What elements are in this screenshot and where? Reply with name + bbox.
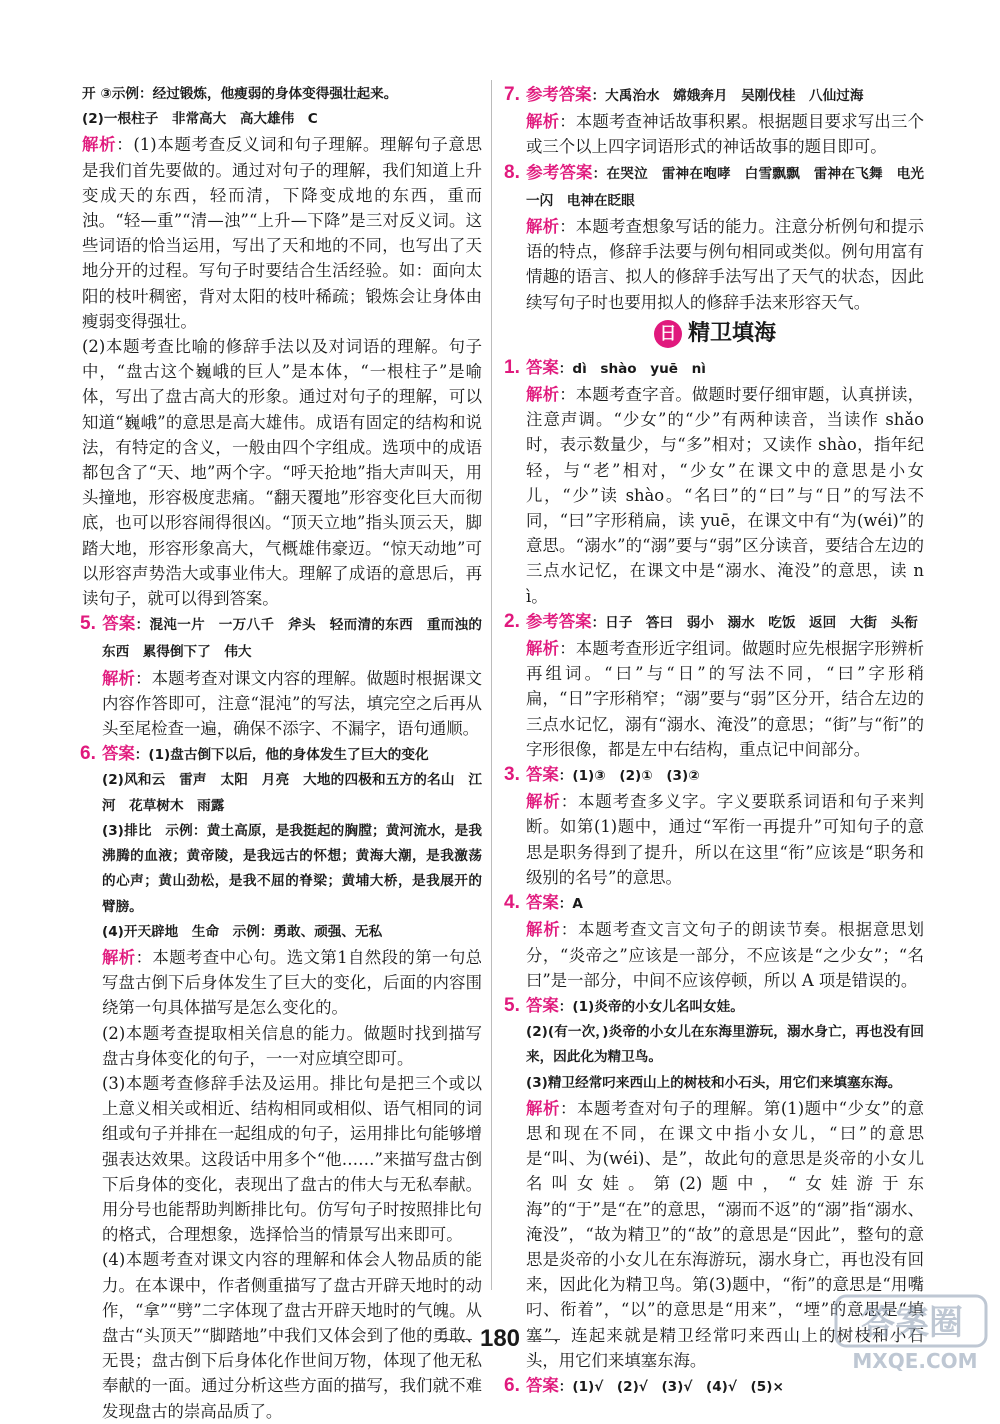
- answer-text: ：大禹治水 嫦娥奔月 吴刚伐桂 八仙过海: [591, 88, 864, 104]
- analysis-label: 解析: [526, 920, 561, 940]
- analysis-label: 解析: [526, 792, 561, 812]
- section-title-text: 精卫填海: [687, 321, 776, 347]
- question-number: 7.: [504, 84, 520, 105]
- question-2-analysis: [506, 636, 924, 762]
- analysis-label: 解析: [102, 947, 136, 967]
- question-6-answer: [82, 741, 482, 768]
- reference-answer-label: 参考答案: [526, 85, 592, 104]
- analysis-text: ：本题考查文言文句子的朗读节奏。根据意思划分，“炎帝之”应该是一部分，不应该是“之少女”；“名曰”是一部分，中间不应该停顿，所以 A 项是错误的。: [526, 920, 925, 990]
- answer-line: (2)风和云 雷声 太阳 月亮 大地的四极和五方的名山 江河 花草树木 雨露: [102, 772, 482, 814]
- answer-label: 答案: [102, 744, 135, 764]
- question-number: 2.: [504, 610, 520, 632]
- question-3-analysis: [506, 789, 924, 890]
- analysis-label: 解析: [526, 639, 560, 659]
- question-4-answer: [506, 890, 924, 917]
- analysis-paragraph: (3)本题考查修辞手法及运用。排比句是把三个或以上意义相关或相近、结构相同或相似、语气相同的词组或句子并排在一起组成的句子，运用排比句能够增强表达效果。这段话中用多个“他……”来描写盘古倒下后身体的变化，表现出了盘古的伟大与无私奉献。用分号也能帮助判断排比句。仿写句子时按照排比句的格式，合理想象，选择恰当的情景写出来即可。: [102, 1073, 482, 1245]
- analysis-paragraph: [82, 132, 482, 334]
- left-column: [82, 82, 482, 1424]
- analysis-text: ：本题考查形近字组词。做题时应先根据字形辨析再组词。“曰”与“日”的写法不同，“曰”字形稍扁，“日”字形稍窄；“溺”要与“弱”区分开，结合左边的三点水记忆，溺有“溺水、淹没”的意思；“街”与“衔”的字形很像，都是左中右结构，重点记中间部分。: [526, 639, 925, 759]
- question-8-analysis: [506, 214, 924, 315]
- question-4-analysis: [506, 917, 924, 993]
- question-5-answer: [82, 611, 482, 665]
- analysis-text: ：本题考查想象写话的能力。注意分析例句和提示语的特点，修辞手法要与例句相同或类似。例句用富有情趣的语言、拟人的修辞手法写出了天气的状态，因此续写句子时也要用拟人的修辞手法来形容天气。: [526, 217, 925, 312]
- analysis-label: 解析: [82, 135, 117, 155]
- question-7-answer: [506, 82, 924, 109]
- answer-label: 答案: [526, 893, 559, 913]
- right-column: [506, 82, 924, 1400]
- watermark-url: MXQE.COM: [852, 1349, 978, 1373]
- answer-text: ：在哭泣 雷神在咆哮 白雪飘飘 雷神在飞舞 电光一闪 电神在眨眼: [526, 165, 925, 209]
- answer-label: 答案: [526, 1375, 559, 1395]
- question-number: 6.: [504, 1374, 520, 1396]
- question-1-analysis: [506, 382, 924, 609]
- analysis-label: 解析: [102, 668, 136, 688]
- answer-text: ：(1)盘古倒下以后，他的身体发生了巨大的变化: [134, 747, 429, 764]
- watermark-text: 答案圈: [861, 1303, 963, 1343]
- question-number: 8.: [504, 161, 520, 183]
- analysis-label: 解析: [526, 112, 560, 132]
- question-7-analysis: [506, 109, 924, 159]
- answer-line: (3)排比 示例：黄土高原，是我挺起的胸膛；黄河流水，是我沸腾的血液；黄帝陵，是我远古的怀想；黄海大潮，是我激荡的心声；黄山劲松，是我不屈的脊梁；黄埔大桥，是我展开的臂膀。: [102, 822, 482, 915]
- question-8-answer: [506, 160, 924, 214]
- question-number: 3.: [504, 764, 520, 786]
- answer-text: ：(1)√ (2)√ (3)√ (4)√ (5)×: [558, 1378, 784, 1395]
- question-2-answer: [506, 609, 924, 636]
- analysis-label: 解析: [526, 1098, 560, 1118]
- answer-label: 答案: [102, 614, 136, 634]
- analysis-paragraph: (4)本题考查对课文内容的理解和体会人物品质的能力。在本课中，作者侧重描写了盘古开辟天地时的动作，“拿”“劈”二字体现了盘古开辟天地时的气魄。从盘古“头顶天”“脚踏地”中我们又体会到了他的勇敢、无畏；盘古倒下后身体化作世间万物，体现了他无私奉献的一面。通过分析这些方面的描写，我们就不难发现盘古的崇高品质了。: [102, 1250, 482, 1421]
- answer-line: (3)精卫经常叼来西山上的树枝和小石头，用它们来填塞东海。: [526, 1074, 902, 1091]
- answer-text: ：日子 答曰 弱小 溺水 吃饭 返回 大街 头衔: [591, 614, 918, 631]
- analysis-text: ：本题考查对句子的理解。第(1)题中“少女”的意思和现在不同，在课文中指小女儿，“曰”的意思是“叫、为(wéi)、是”，故此句的意思是炎帝的小女儿名叫女娃。第(2)题中，“女娃游于东海”的“于”是“在”的意思，“溺而不返”的“溺”指“溺水、淹没”，“故为精卫”的“故”的意思是“因此”，整句的意思是炎帝的小女儿在东海游玩，溺水身亡，再也没有回来，因此化为精卫鸟。第(3)题中，“衔”的意思是“用嘴叼、衔着”，“以”的意思是“用来”，“堙”的意思是“填塞”，连起来就是精卫经常叼来西山上的树枝和小石头，用它们来填塞东海。: [526, 1098, 924, 1370]
- question-number: 1.: [504, 356, 520, 378]
- answer-label: 答案: [526, 357, 559, 377]
- analysis-text: ：本题考查字音。做题时要仔细审题，认真拼读，注意声调。“少女”的“少”有两种读音，当读作 shǎo 时，表示数量少，与“多”相对；又读作 shào，指年纪轻，与“老”相对，“少女”在课文中的意思是小女儿，“少”读 shào。“名曰”的“曰”与“日”的写法不同，“曰”字形稍扁，读 yuē，在课文中有“为(wéi)”的意思。“溺水”的“溺”要与“弱”区分读音，要结合左边的三点水记忆，在课文中是“溺水、淹没”的意思，读 nì。: [526, 385, 925, 606]
- answer-text: ：dì shào yuē nì: [558, 360, 706, 377]
- answer-line: (2)一根柱子 非常高大 高大雄伟 C: [82, 111, 318, 128]
- answer-label: 答案: [526, 765, 559, 785]
- analysis-text: ：(1)本题考查反义词和句子理解。理解句子意思是我们首先要做的。通过对句子的理解，我们知道上升变成天的东西，轻而清，下降变成地的东西，重而浊。“轻—重”“清—浊”“上升—下降”是三对反义词。这些词语的恰当运用，写出了天和地的不同，也写出了天地分开的过程。写句子时要结合生活经验。如：面向太阳的枝叶稠密，背对太阳的枝叶稀疏；锻炼会让身体由瘦弱变得强壮。: [82, 135, 483, 331]
- question-5-answer: [506, 993, 924, 1020]
- answer-line: 开 ③示例：经过锻炼，他瘦弱的身体变得强壮起来。: [82, 86, 398, 102]
- question-number: 4.: [504, 892, 520, 914]
- answer-text: ：(1)炎帝的小女儿名叫女娃。: [558, 998, 744, 1015]
- analysis-paragraph: (2)本题考查比喻的修辞手法以及对词语的理解。句子中，“盘古这个巍峨的巨人”是本体，“一根柱子”是喻体，写出了盘古高大的形象。通过对句子的理解，可以知道“巍峨”的意思是高大雄伟。成语有固定的结构和说法，有特定的含义，一般由四个字组成。选项中的成语都包含了“天、地”两个字。“呼天抢地”指大声叫天，用头撞地，形容极度悲痛。“翻天覆地”形容变化巨大而彻底，也可以形容闹得很凶。“顶天立地”指头顶云天，脚踏大地，形容形象高大，气概雄伟豪迈。“惊天动地”可以形容声势浩大或事业伟大。理解了成语的意思后，再读句子，就可以得到答案。: [82, 337, 482, 609]
- answer-label: 答案: [526, 995, 559, 1015]
- analysis-paragraph: (2)本题考查提取相关信息的能力。做题时找到描写盘古身体变化的句子，一一对应填空即可。: [102, 1023, 482, 1068]
- question-number: 5.: [80, 613, 96, 635]
- watermark-logo: [832, 1292, 998, 1376]
- answer-text: ：(1)③ (2)① (3)②: [558, 768, 700, 785]
- question-number: 5.: [504, 994, 520, 1016]
- answer-line: (4)开天辟地 生命 示例：勇敢、顽强、无私: [102, 923, 383, 940]
- analysis-text: ：本题考查神话故事积累。根据题目要求写出三个或三个以上四字词语形式的神话故事的题目即可。: [526, 112, 925, 157]
- sun-character-icon: 日: [654, 320, 682, 348]
- question-6-answer: [506, 1373, 924, 1400]
- reference-answer-label: 参考答案: [526, 611, 592, 631]
- answer-line: (2)(有一次，)炎帝的小女儿在东海里游玩，溺水身亡，再也没有回来，因此化为精卫鸟。: [526, 1024, 924, 1066]
- question-number: 6.: [80, 743, 96, 765]
- question-3-answer: [506, 762, 924, 789]
- analysis-label: 解析: [526, 217, 560, 237]
- question-6-analysis: [82, 945, 482, 1021]
- reference-answer-label: 参考答案: [526, 162, 593, 182]
- answer-text: ：混沌一片 一万八千 斧头 轻而清的东西 重而浊的东西 累得倒下了 伟大: [102, 617, 483, 661]
- analysis-text: ：本题考查中心句。选文第1自然段的第一句总写盘古倒下后身体发生了巨大的变化，后面的内容围绕第一句具体描写是怎么变化的。: [102, 947, 483, 1018]
- question-5-analysis: [82, 666, 482, 742]
- analysis-label: 解析: [526, 385, 560, 405]
- question-1-answer: [506, 355, 924, 382]
- analysis-text: ：本题考查多义字。字义要联系词语和句子来判断。如第(1)题中，通过“军衔一再提升”可知句子的意思是职务得到了提升，所以在这里“衔”应该是“职务和级别的名号”的意思。: [526, 792, 925, 887]
- section-title: [506, 317, 924, 351]
- analysis-text: ：本题考查对课文内容的理解。做题时根据课文内容作答即可，注意“混沌”的写法，填完空之后再从头至尾检查一遍，确保不添字、不漏字，语句通顺。: [102, 668, 483, 739]
- answer-text: ：A: [558, 896, 583, 913]
- column-divider: [491, 80, 492, 1290]
- page-number: 180: [0, 1325, 1000, 1353]
